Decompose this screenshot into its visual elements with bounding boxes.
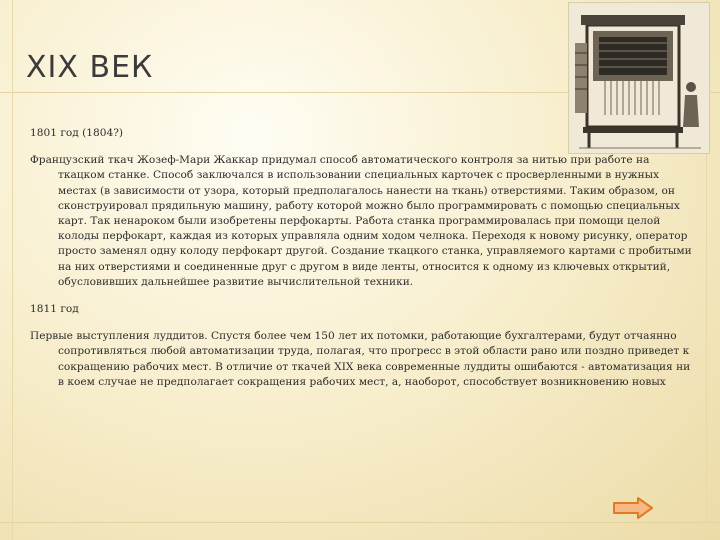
bottom-divider bbox=[0, 522, 720, 523]
section-text-1811: Первые выступления луддитов. Спустя более чем 150 лет их потомки, работающие бухгалтерами, будут отчаянно сопротивляться любой автоматизации труда, полагая, что прогресс в этой области рано или поздно приведет к сокращению рабочих мест. В отличие от ткачей XIX века современные луддиты ошибаются - автоматизация ни в коем случае не предполагает сокращения рабочих мест, а, наоборот, способствует возникновению новых bbox=[30, 330, 691, 388]
slide-body bbox=[30, 126, 694, 402]
section-text-1801: Французский ткач Жозеф-Мари Жаккар придумал способ автоматического контроля за нитью при работе на ткацком станке. Способ заключался в использовании специальных карточек с просверленными в нужных местах (в зависимости от узора, который предполагалось нанести на ткань) отверстиями. Таким образом, он сконструировал прядильную машину, работу которой можно было программировать с помощью специальных карт. Так ненароком были изобретены перфокарты. Работа станка программировалась при помощи целой колоды перфокарт, каждая из которых управляла одним ходом челнока. Переходя к новому рисунку, оператор просто заменял одну колоду перфокарт другой. Создание ткацкого станка, управляемого картами с пробитыми на них отверстиями и соединенные друг с другом в виде ленты, относится к одному из ключевых открытий, обусловивших дальнейшее развитие вычислительной техники. bbox=[30, 154, 692, 288]
section-heading-1801: 1801 год (1804?) bbox=[30, 127, 124, 139]
section-heading-1811: 1811 год bbox=[30, 303, 79, 316]
left-frame-line bbox=[12, 0, 13, 540]
next-arrow-icon[interactable] bbox=[612, 496, 654, 520]
slide-title: XIX ВЕК bbox=[26, 50, 154, 86]
